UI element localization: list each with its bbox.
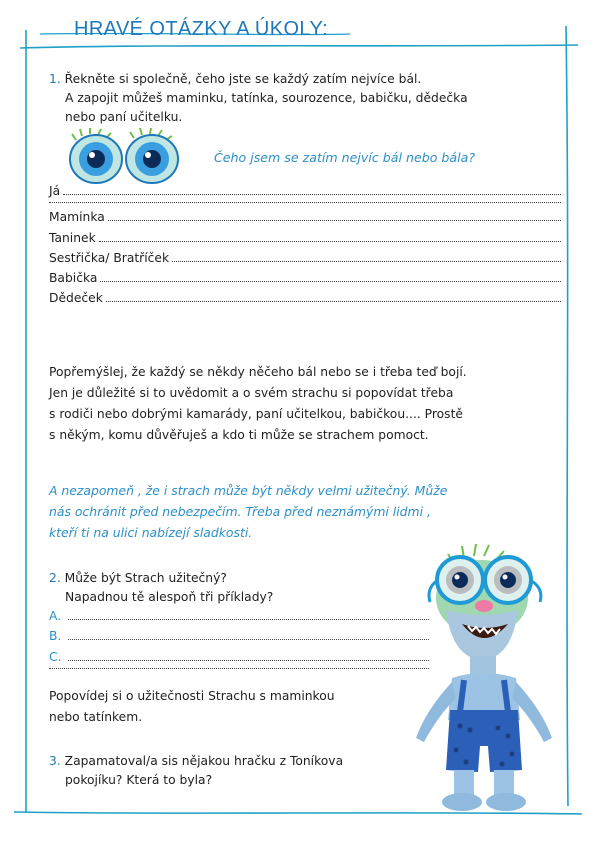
answer-row-label: Sestřička/ Bratříček xyxy=(49,250,170,265)
paragraph-line: s někým, komu důvěřuješ a kdo ti může se strachem pomoct. xyxy=(49,428,429,442)
question-1-number: 1. xyxy=(49,72,61,86)
answer-row[interactable] xyxy=(49,647,429,667)
question-3-line: pokojíku? Která to byla? xyxy=(65,773,213,787)
paragraph-line: Popřemýšlej, že každý se někdy něčeho bál nebo se i třeba teď bojí. xyxy=(49,365,467,379)
answer-list-2 xyxy=(49,606,429,673)
answer-row-label: Taninek xyxy=(49,230,96,245)
answer-row[interactable] xyxy=(49,207,561,227)
paragraph-line: kteří ti na ulici nabízejí sladkosti. xyxy=(49,525,253,540)
question-2-number: 2. xyxy=(49,571,61,585)
answer-row[interactable] xyxy=(49,667,429,673)
paragraph-line: A nezapomeň , že i strach může být někdy velmi užitečný. Může xyxy=(49,483,448,498)
answer-row[interactable] xyxy=(49,181,561,201)
answer-row-label: Já xyxy=(49,184,61,198)
question-3-line: Zapamatoval/a sis nějakou hračku z Toníkova xyxy=(64,754,344,768)
paragraph-line: Jen je důležité si to uvědomit a o svém strachu si popovídat třeba xyxy=(49,386,454,400)
question-2-followup xyxy=(49,686,335,728)
answer-row[interactable] xyxy=(49,248,561,268)
answer-row-label: Dědeček xyxy=(49,291,103,306)
answer-row[interactable] xyxy=(49,606,429,626)
paragraph-fear xyxy=(49,362,467,446)
question-1-line: Řekněte si společně, čeho jste se každý zatím nejvíce bál. xyxy=(64,72,422,86)
answer-row[interactable] xyxy=(49,268,561,288)
googly-eyes-icon xyxy=(68,128,180,186)
question-1-line: A zapojit můžeš maminku, tatínka, sourozence, babičku, dědečka xyxy=(65,91,468,105)
question-2-line: Napadnou tě alespoň tři příklady? xyxy=(65,590,274,604)
question-1-line: nebo paní učitelku. xyxy=(65,110,183,124)
answer-list-1 xyxy=(49,181,561,309)
paragraph-line: s rodiči nebo dobrými kamarády, paní učitelkou, babičkou.... Prostě xyxy=(49,407,463,421)
answer-row-label: Babička xyxy=(49,271,98,286)
page-title: HRAVÉ OTÁZKY A ÚKOLY: xyxy=(74,18,329,40)
question-3 xyxy=(49,752,343,790)
monster-character-icon xyxy=(412,540,562,825)
question-1 xyxy=(49,70,468,127)
question-1-prompt: Čeho jsem se zatím nejvíc bál nebo bála? xyxy=(214,150,476,165)
answer-letter: A. xyxy=(49,609,62,623)
answer-row[interactable] xyxy=(49,228,561,248)
answer-letter: C. xyxy=(49,649,62,664)
paragraph-line: nás ochránit před nebezpečím. Třeba před neznámými lidmi , xyxy=(49,504,431,519)
paragraph-line: nebo tatínkem. xyxy=(49,710,143,724)
question-2 xyxy=(49,569,273,607)
paragraph-useful-fear xyxy=(49,480,447,543)
question-3-number: 3. xyxy=(49,754,61,768)
question-2-line: Může být Strach užitečný? xyxy=(64,571,227,585)
answer-letter: B. xyxy=(49,629,62,644)
answer-row-label: Maminka xyxy=(49,210,105,225)
paragraph-line: Popovídej si o užitečnosti Strachu s maminkou xyxy=(49,689,335,703)
answer-row[interactable] xyxy=(49,288,561,308)
answer-row[interactable] xyxy=(49,626,429,646)
